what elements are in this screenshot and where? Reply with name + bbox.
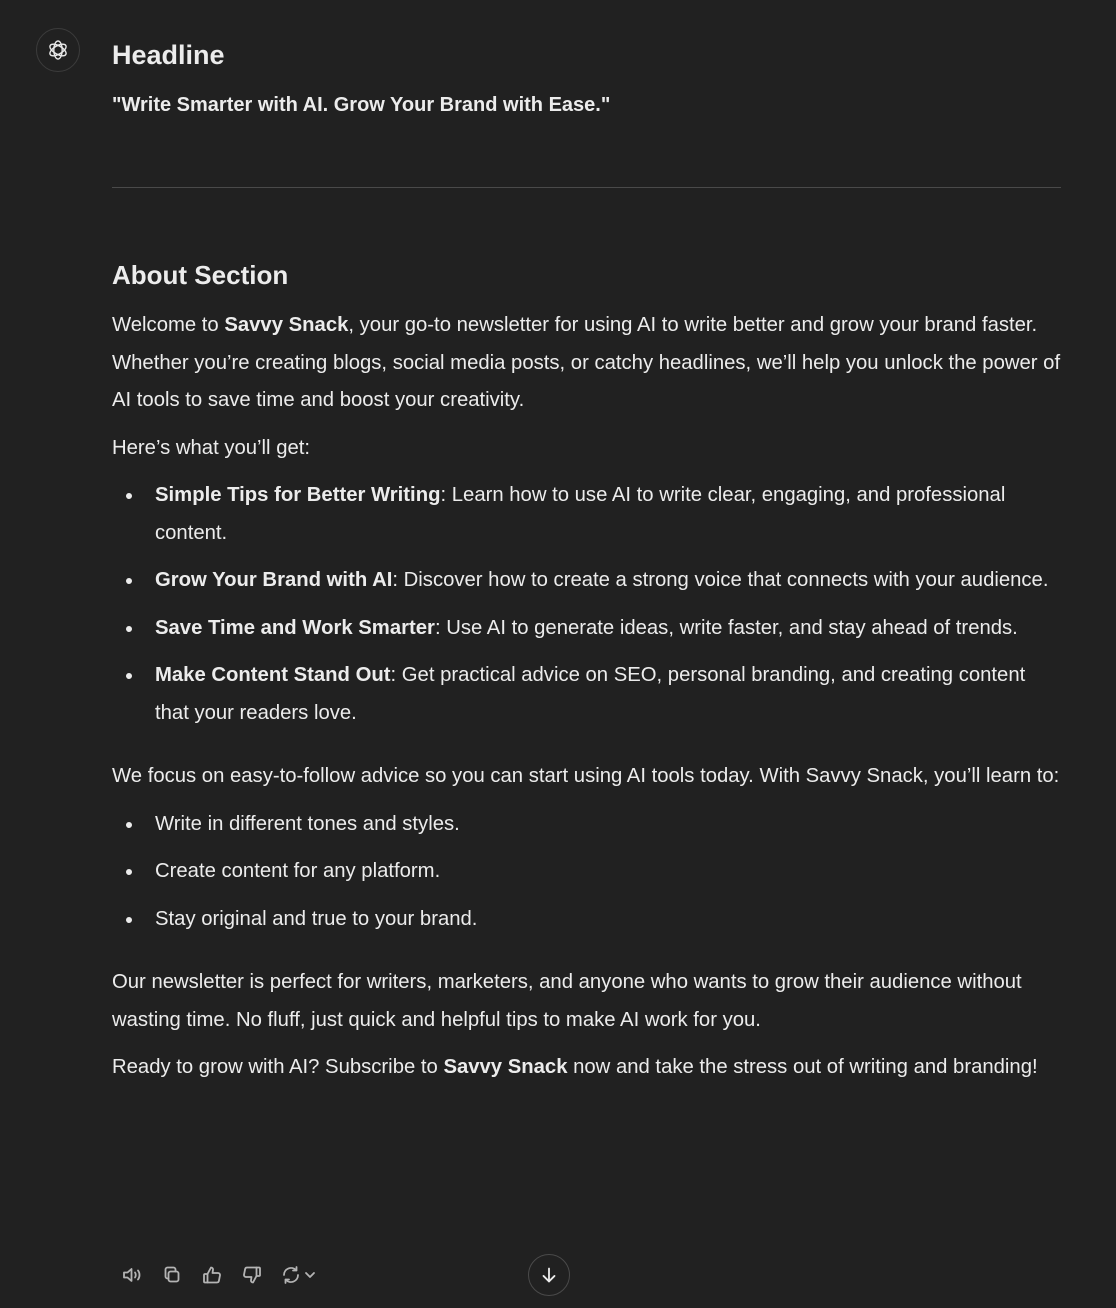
- headline-heading: Headline: [112, 40, 225, 70]
- copy-icon: [160, 1263, 184, 1287]
- read-aloud-button[interactable]: [112, 1260, 152, 1290]
- chevron-down-icon: [303, 1268, 317, 1282]
- arrow-down-icon: [538, 1264, 560, 1286]
- speaker-icon: [120, 1263, 144, 1287]
- list-item: Create content for any platform.: [112, 853, 1062, 891]
- list-item: Stay original and true to your brand.: [112, 901, 1062, 939]
- audience-paragraph: Our newsletter is perfect for writers, marketers, and anyone who wants to grow their audience without wasting time. No fluff, just quick and helpful tips to make AI work for you.: [112, 971, 1022, 1031]
- focus-paragraph: We focus on easy-to-follow advice so you can start using AI tools today. With Savvy Snack, you’ll learn to:: [112, 765, 1060, 787]
- about-body: [112, 307, 1062, 1097]
- scroll-to-bottom-button[interactable]: [528, 1254, 570, 1296]
- list-item: Write in different tones and styles.: [112, 806, 1062, 844]
- thumbs-down-button[interactable]: [232, 1260, 272, 1290]
- list-item: Grow Your Brand with AI: Discover how to create a strong voice that connects with your audience.: [112, 562, 1062, 600]
- thumbs-up-button[interactable]: [192, 1260, 232, 1290]
- learn-list: [112, 806, 1062, 939]
- list-item: Make Content Stand Out: Get practical advice on SEO, personal branding, and creating content that your readers love.: [112, 657, 1062, 732]
- regenerate-icon: [279, 1263, 303, 1287]
- message-actions: [112, 1260, 324, 1290]
- list-item: Save Time and Work Smarter: Use AI to generate ideas, write faster, and stay ahead of trends.: [112, 610, 1062, 648]
- about-heading: About Section: [112, 260, 289, 290]
- regenerate-button[interactable]: [272, 1260, 324, 1290]
- list-item: Simple Tips for Better Writing: Learn how to use AI to write clear, engaging, and professional content.: [112, 477, 1062, 552]
- openai-logo-icon: [46, 38, 70, 62]
- cta-paragraph: Ready to grow with AI? Subscribe to Savvy Snack now and take the stress out of writing and branding!: [112, 1056, 1038, 1078]
- get-label: Here’s what you’ll get:: [112, 436, 311, 459]
- thumbs-up-icon: [200, 1263, 224, 1287]
- intro-paragraph: Welcome to Savvy Snack, your go-to newsletter for using AI to write better and grow your brand faster. Whether you’re creating blogs, social media posts, or catchy headlines, we’ll help you unlock the power of AI tools to save time and boost your creativity.: [112, 314, 1061, 411]
- thumbs-down-icon: [240, 1263, 264, 1287]
- copy-button[interactable]: [152, 1260, 192, 1290]
- brand-name: Savvy Snack: [224, 314, 349, 336]
- headline-quote: "Write Smarter with AI. Grow Your Brand with Ease.": [112, 94, 611, 116]
- brand-name: Savvy Snack: [443, 1056, 568, 1078]
- assistant-avatar: [36, 28, 80, 72]
- benefits-list: [112, 477, 1062, 732]
- divider: [112, 187, 1061, 188]
